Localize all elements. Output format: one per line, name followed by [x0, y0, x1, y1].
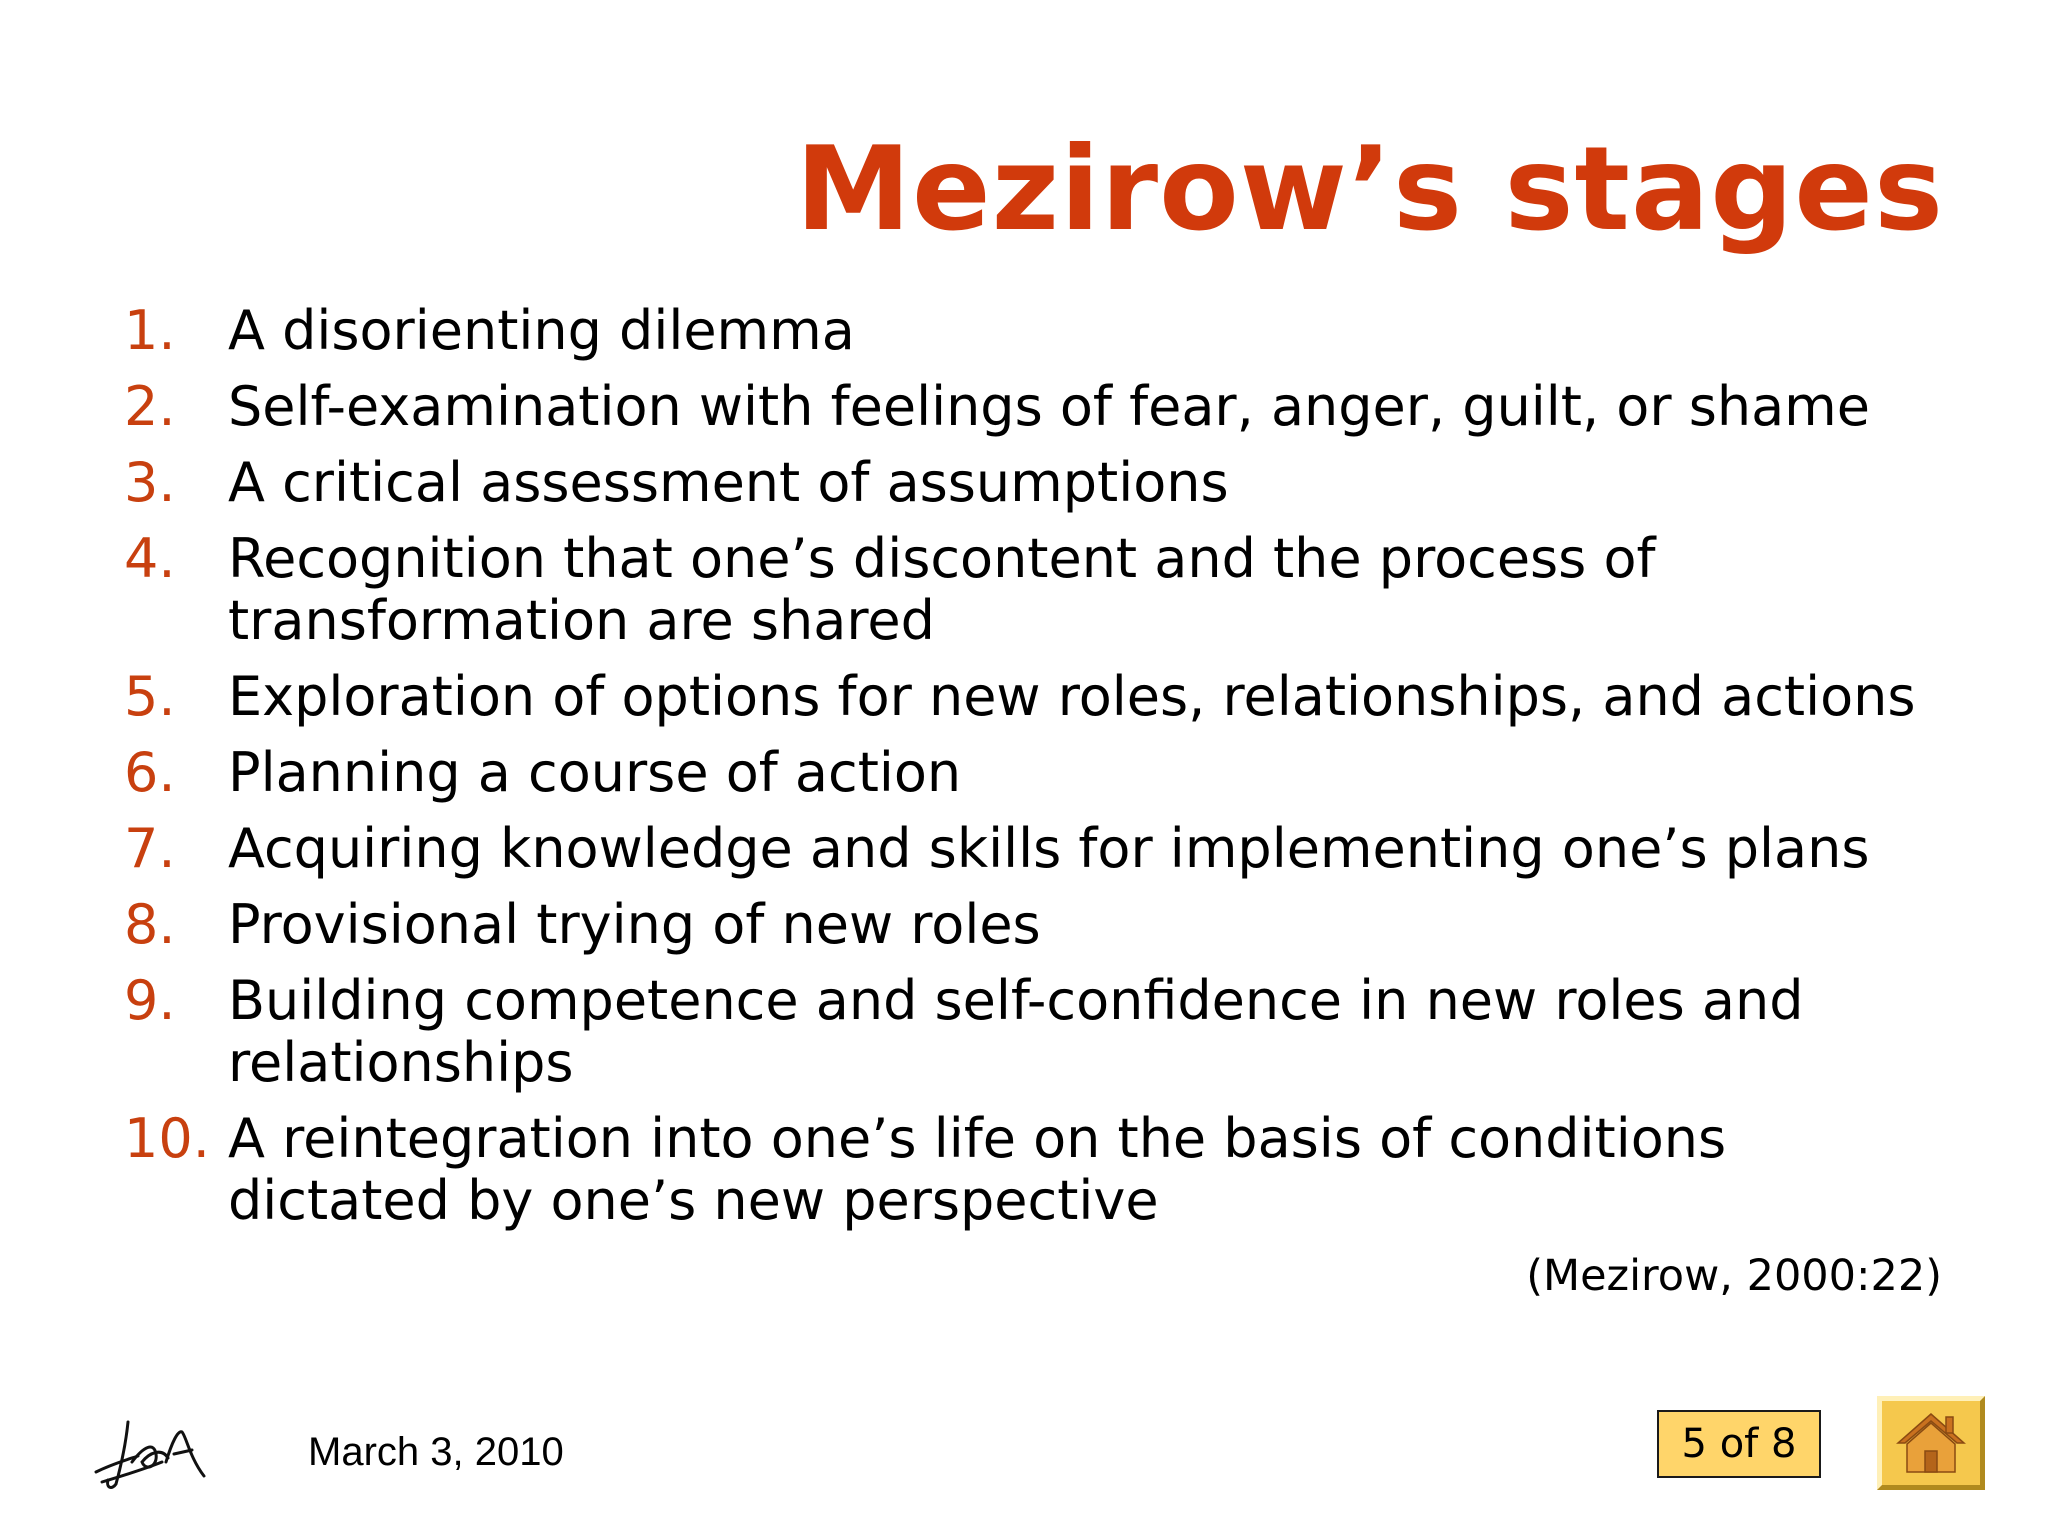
stage-text: A disorienting dilemma: [228, 299, 855, 362]
stage-text: Building competence and self-confidence in new roles and relationships: [228, 969, 1804, 1094]
stage-text: Provisional trying of new roles: [228, 893, 1041, 956]
stage-item: [124, 894, 1964, 956]
stage-item: [124, 300, 1964, 362]
stage-list: [124, 300, 1964, 1246]
date-label: March 3, 2010: [308, 1430, 564, 1474]
stage-number: 8.: [124, 893, 176, 956]
stage-text: A reintegration into one’s life on the basis of conditions dictated by one’s new perspective: [228, 1107, 1727, 1232]
stage-item: [124, 818, 1964, 880]
stage-item: [124, 970, 1964, 1094]
slide-title: Mezirow’s stages: [795, 122, 1944, 257]
stage-text: A critical assessment of assumptions: [228, 451, 1229, 514]
stage-item: [124, 1108, 1964, 1232]
citation: (Mezirow, 2000:22): [1526, 1251, 1942, 1301]
stage-number: 7.: [124, 817, 176, 880]
stage-number: 10.: [124, 1107, 210, 1170]
stage-item: [124, 742, 1964, 804]
stage-number: 9.: [124, 969, 176, 1032]
stage-number: 2.: [124, 375, 176, 438]
stage-item: [124, 376, 1964, 438]
stage-text: Recognition that one’s discontent and the process of transformation are shared: [228, 527, 1656, 652]
home-button[interactable]: [1877, 1396, 1985, 1490]
stage-item: [124, 528, 1964, 652]
stage-item: [124, 666, 1964, 728]
stage-text: Acquiring knowledge and skills for implementing one’s plans: [228, 817, 1870, 880]
stage-item: [124, 452, 1964, 514]
stage-text: Planning a course of action: [228, 741, 962, 804]
stage-number: 6.: [124, 741, 176, 804]
signature-icon: [92, 1402, 208, 1492]
page-indicator: 5 of 8: [1657, 1410, 1821, 1478]
stage-number: 3.: [124, 451, 176, 514]
stage-number: 4.: [124, 527, 176, 590]
stage-text: Self-examination with feelings of fear, anger, guilt, or shame: [228, 375, 1870, 438]
stage-text: Exploration of options for new roles, relationships, and actions: [228, 665, 1916, 728]
house-icon: [1896, 1411, 1966, 1475]
stage-number: 1.: [124, 299, 176, 362]
stage-number: 5.: [124, 665, 176, 728]
